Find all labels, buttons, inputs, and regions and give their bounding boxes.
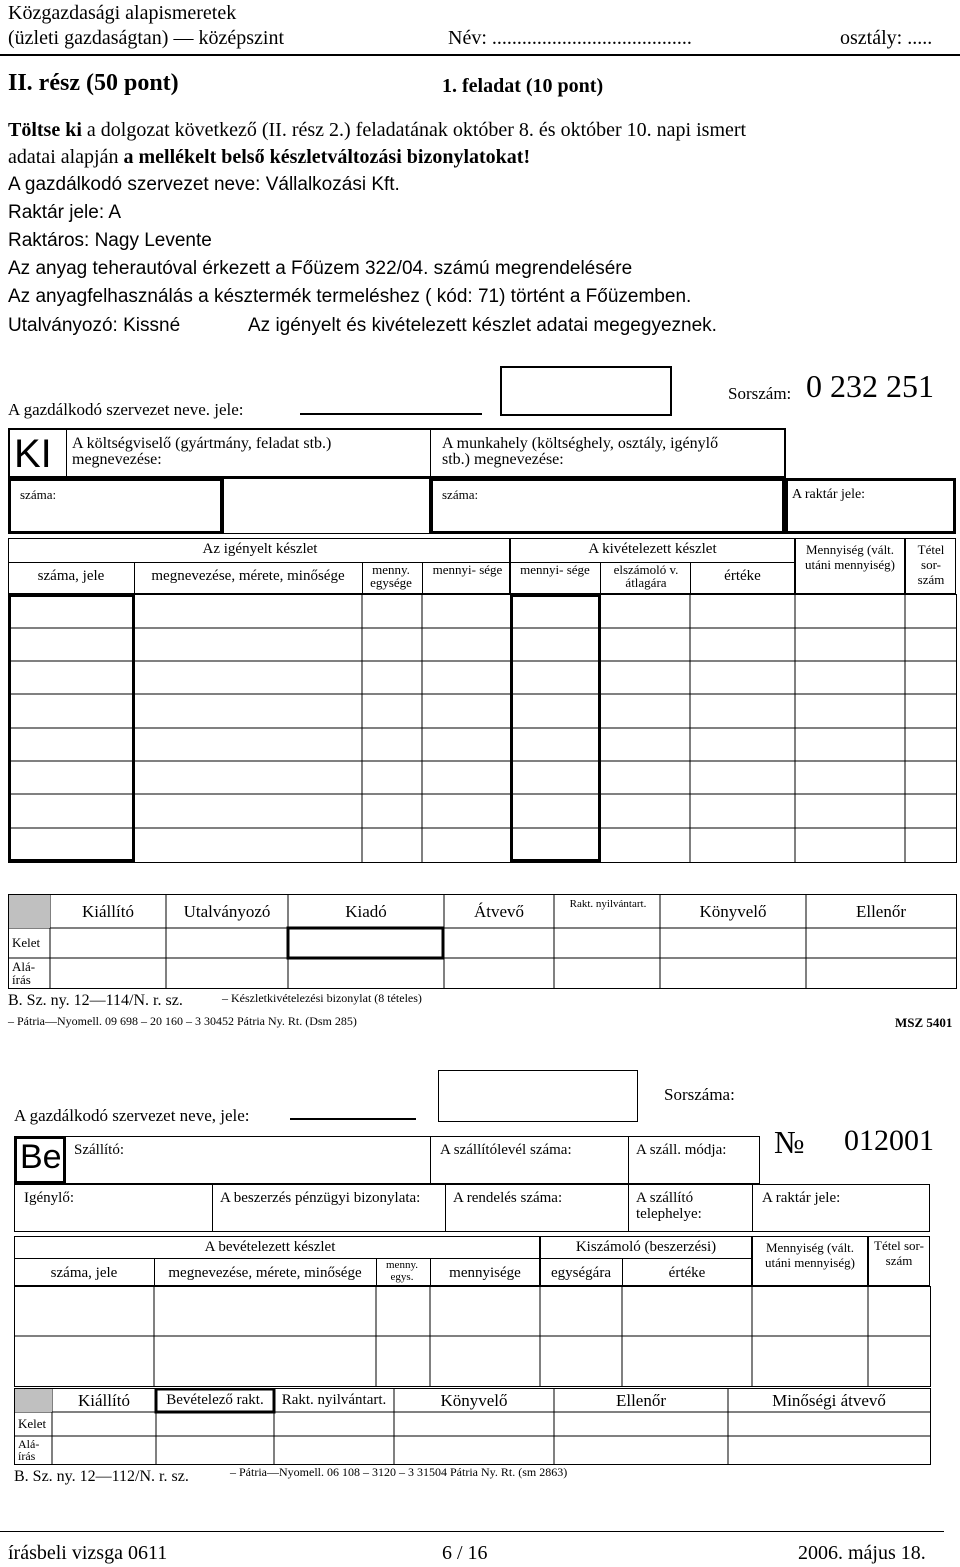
org-name-info: A gazdálkodó szervezet neve: Vállalkozási Kft. (8, 174, 400, 195)
ki-store-label: A raktár jele: (792, 487, 866, 502)
ki-col-item: Tétel sor- szám (917, 542, 945, 587)
be-calc-title: Kiszámoló (beszerzési) (575, 1239, 717, 1255)
be-divider (752, 1184, 753, 1232)
ki-sig-controller: Ellenőr (855, 902, 907, 921)
be-col-price: egységára (551, 1265, 611, 1281)
ki-workplace-number[interactable] (430, 478, 785, 534)
ki-form-desc: – Készletkivételezési bizonylat (8 tételes) (222, 991, 422, 1005)
be-org-label: A gazdálkodó szervezet neve, jele: (14, 1106, 250, 1125)
be-supplier-label: Szállító: (74, 1142, 124, 1158)
be-vsep (376, 1258, 377, 1286)
be-form-code: B. Sz. ny. 12—112/N. r. sz. (14, 1468, 189, 1485)
be-col-after: Mennyiség (vált. utáni mennyiség) (765, 1240, 855, 1270)
be-org-line (290, 1118, 416, 1120)
ki-col-qty2: mennyi- sége (520, 562, 590, 577)
ki-vsep (422, 562, 423, 594)
ki-szama-label-1: száma: (20, 487, 57, 502)
be-serial-label: Sorszáma: (664, 1085, 735, 1104)
ki-col-name: megnevezése, mérete, minősége (151, 568, 345, 584)
ki-col-price: elszámoló v. átlagára (613, 562, 679, 590)
ki-col-qty1: mennyi- sége (432, 562, 503, 577)
ki-col-unit: menny. egysége (370, 562, 412, 590)
ki-sig-receiver: Átvevő (473, 902, 525, 921)
arrival-info: Az anyag teherautóval érkezett a Főüzem 322/04. számú megrendelésére (8, 258, 633, 279)
ki-org-code-box[interactable] (500, 366, 672, 416)
be-serial-number: 012001 (844, 1124, 934, 1157)
ki-col-value: értéke (724, 568, 761, 584)
ki-sig-issuer: Kiállító (82, 902, 134, 921)
ki-vsep (134, 562, 135, 594)
footer-date: 2006. május 18. (798, 1542, 926, 1564)
be-col-value: értéke (668, 1265, 706, 1281)
ki-cost-bearer-label: A költségviselő (gyártmány, feladat stb.) megnevezése: (72, 435, 332, 468)
voucher-info: Utalványozó: Kissné (8, 315, 181, 336)
footer-rule (0, 1531, 944, 1532)
footer-exam: írásbeli vizsga 0611 (8, 1542, 168, 1564)
instruction-line-2: adatai alapján a mellékelt belső készletváltozási bizonylatokat! (8, 146, 531, 168)
be-delivery-note-label: A szállítólevél száma: (440, 1142, 572, 1158)
ki-sig-giver: Kiadó (345, 902, 387, 921)
ki-sig-accountant: Könyvelő (699, 902, 767, 921)
ki-sig-voucher: Utalványozó (183, 902, 271, 921)
be-col-name: megnevezése, mérete, minősége (168, 1265, 362, 1281)
footer-page: 6 / 16 (442, 1542, 488, 1564)
ki-divider-2 (430, 428, 431, 478)
be-col-code: száma, jele (50, 1265, 118, 1281)
match-info: Az igényelt és kivételezett készlet adatai megegyeznek. (248, 315, 717, 336)
name-field-label: Név: ........................................ (448, 27, 692, 49)
be-col-qty: mennyisége (449, 1265, 521, 1281)
ki-col-after: Mennyiség (vált. utáni mennyiség) (805, 542, 895, 572)
ki-form-code: B. Sz. ny. 12—114/N. r. sz. (8, 992, 183, 1009)
subject-level: (üzleti gazdaságtan) — középszint (8, 27, 284, 49)
be-mark: Be (20, 1138, 62, 1176)
ki-requested-title: Az igényelt készlet (202, 541, 318, 557)
be-org-code-box[interactable] (438, 1070, 638, 1122)
ki-divider (66, 428, 67, 478)
be-requester-label: Igénylő: (24, 1190, 74, 1206)
be-purchase-doc-label: A beszerzés pénzügyi bizonylata: (220, 1190, 421, 1206)
header-rule (0, 54, 960, 56)
be-divider (628, 1184, 629, 1232)
be-sign-label: Alá- írás (18, 1437, 40, 1463)
ki-date-label: Kelet (12, 935, 41, 950)
subject-title: Közgazdasági alapismeretek (8, 2, 237, 24)
task-title: 1. feladat (10 pont) (442, 75, 604, 97)
be-col-unit: menny. egys. (386, 1259, 418, 1283)
be-sig-issuer: Kiállító (78, 1391, 130, 1410)
usage-info: Az anyagfelhasználás a késztermék termeléshez ( kód: 71) történt a Főüzemben. (8, 286, 692, 307)
ki-workplace-label: A munkahely (költséghely, osztály, igénylő stb.) megnevezése: (442, 435, 719, 468)
be-col-item: Tétel sor- szám (874, 1238, 924, 1268)
ki-szama-label-2: száma: (442, 487, 479, 502)
be-delivery-mode-label: A száll. módja: (636, 1142, 727, 1158)
part-title: II. rész (50 pont) (8, 70, 179, 96)
be-divider (445, 1184, 446, 1232)
ki-item-grid (8, 594, 958, 864)
ki-mark: KI (14, 432, 52, 476)
be-printer-info: – Pátria—Nyomell. 06 108 – 3120 – 3 31504 Pátria Ny. Rt. (sm 2863) (230, 1465, 568, 1479)
store-mark-info: Raktár jele: A (8, 202, 121, 223)
be-received-title: A bevételezett készlet (204, 1239, 336, 1255)
class-field-label: osztály: ..... (840, 27, 933, 49)
be-date-label: Kelet (18, 1416, 47, 1431)
be-vsep (430, 1258, 431, 1286)
be-store-label: A raktár jele: (762, 1190, 841, 1206)
ki-sign-label: Alá- írás (12, 959, 36, 987)
be-divider-2 (628, 1136, 629, 1184)
be-divider (212, 1184, 213, 1232)
be-vsep (622, 1258, 623, 1286)
ki-vsep (690, 562, 691, 594)
be-divider (430, 1136, 431, 1184)
ki-serial-number: 0 232 251 (806, 368, 934, 404)
be-order-no-label: A rendelés száma: (453, 1190, 563, 1206)
ki-msz: MSZ 5401 (895, 1015, 953, 1030)
ki-vsep (362, 562, 363, 594)
ki-blank-cell (223, 478, 430, 534)
be-item-grid (14, 1286, 932, 1388)
storekeeper-info: Raktáros: Nagy Levente (8, 230, 212, 251)
ki-withdrawn-title: A kivételezett készlet (588, 541, 717, 557)
be-sig-receiver: Bevételező rakt. (166, 1392, 264, 1408)
instruction-line-1: Töltse ki a dolgozat következő (II. rész 2.) feladatának október 8. és október 10. napi ismert (8, 119, 747, 141)
ki-sig-stock: Rakt. nyilvántart. (569, 898, 647, 910)
be-vsep (154, 1258, 155, 1286)
ki-printer-info: – Pátria—Nyomell. 09 698 – 20 160 – 3 30452 Pátria Ny. Rt. (Dsm 285) (8, 1014, 357, 1028)
be-sig-accountant: Könyvelő (440, 1391, 508, 1410)
ki-org-line (300, 413, 482, 415)
be-sig-quality: Minőségi átvevő (772, 1391, 886, 1410)
be-supplier-site-label: A szállító telephelye: (636, 1190, 702, 1222)
be-sig-stock: Rakt. nyilvántart. (281, 1392, 387, 1408)
ki-serial-label: Sorszám: (728, 384, 792, 403)
be-serial-no-sign: № (774, 1124, 805, 1160)
be-sig-controller: Ellenőr (615, 1391, 667, 1410)
ki-org-label: A gazdálkodó szervezet neve. jele: (8, 400, 244, 419)
ki-col-code: száma, jele (37, 568, 105, 584)
ki-vsep (600, 562, 601, 594)
